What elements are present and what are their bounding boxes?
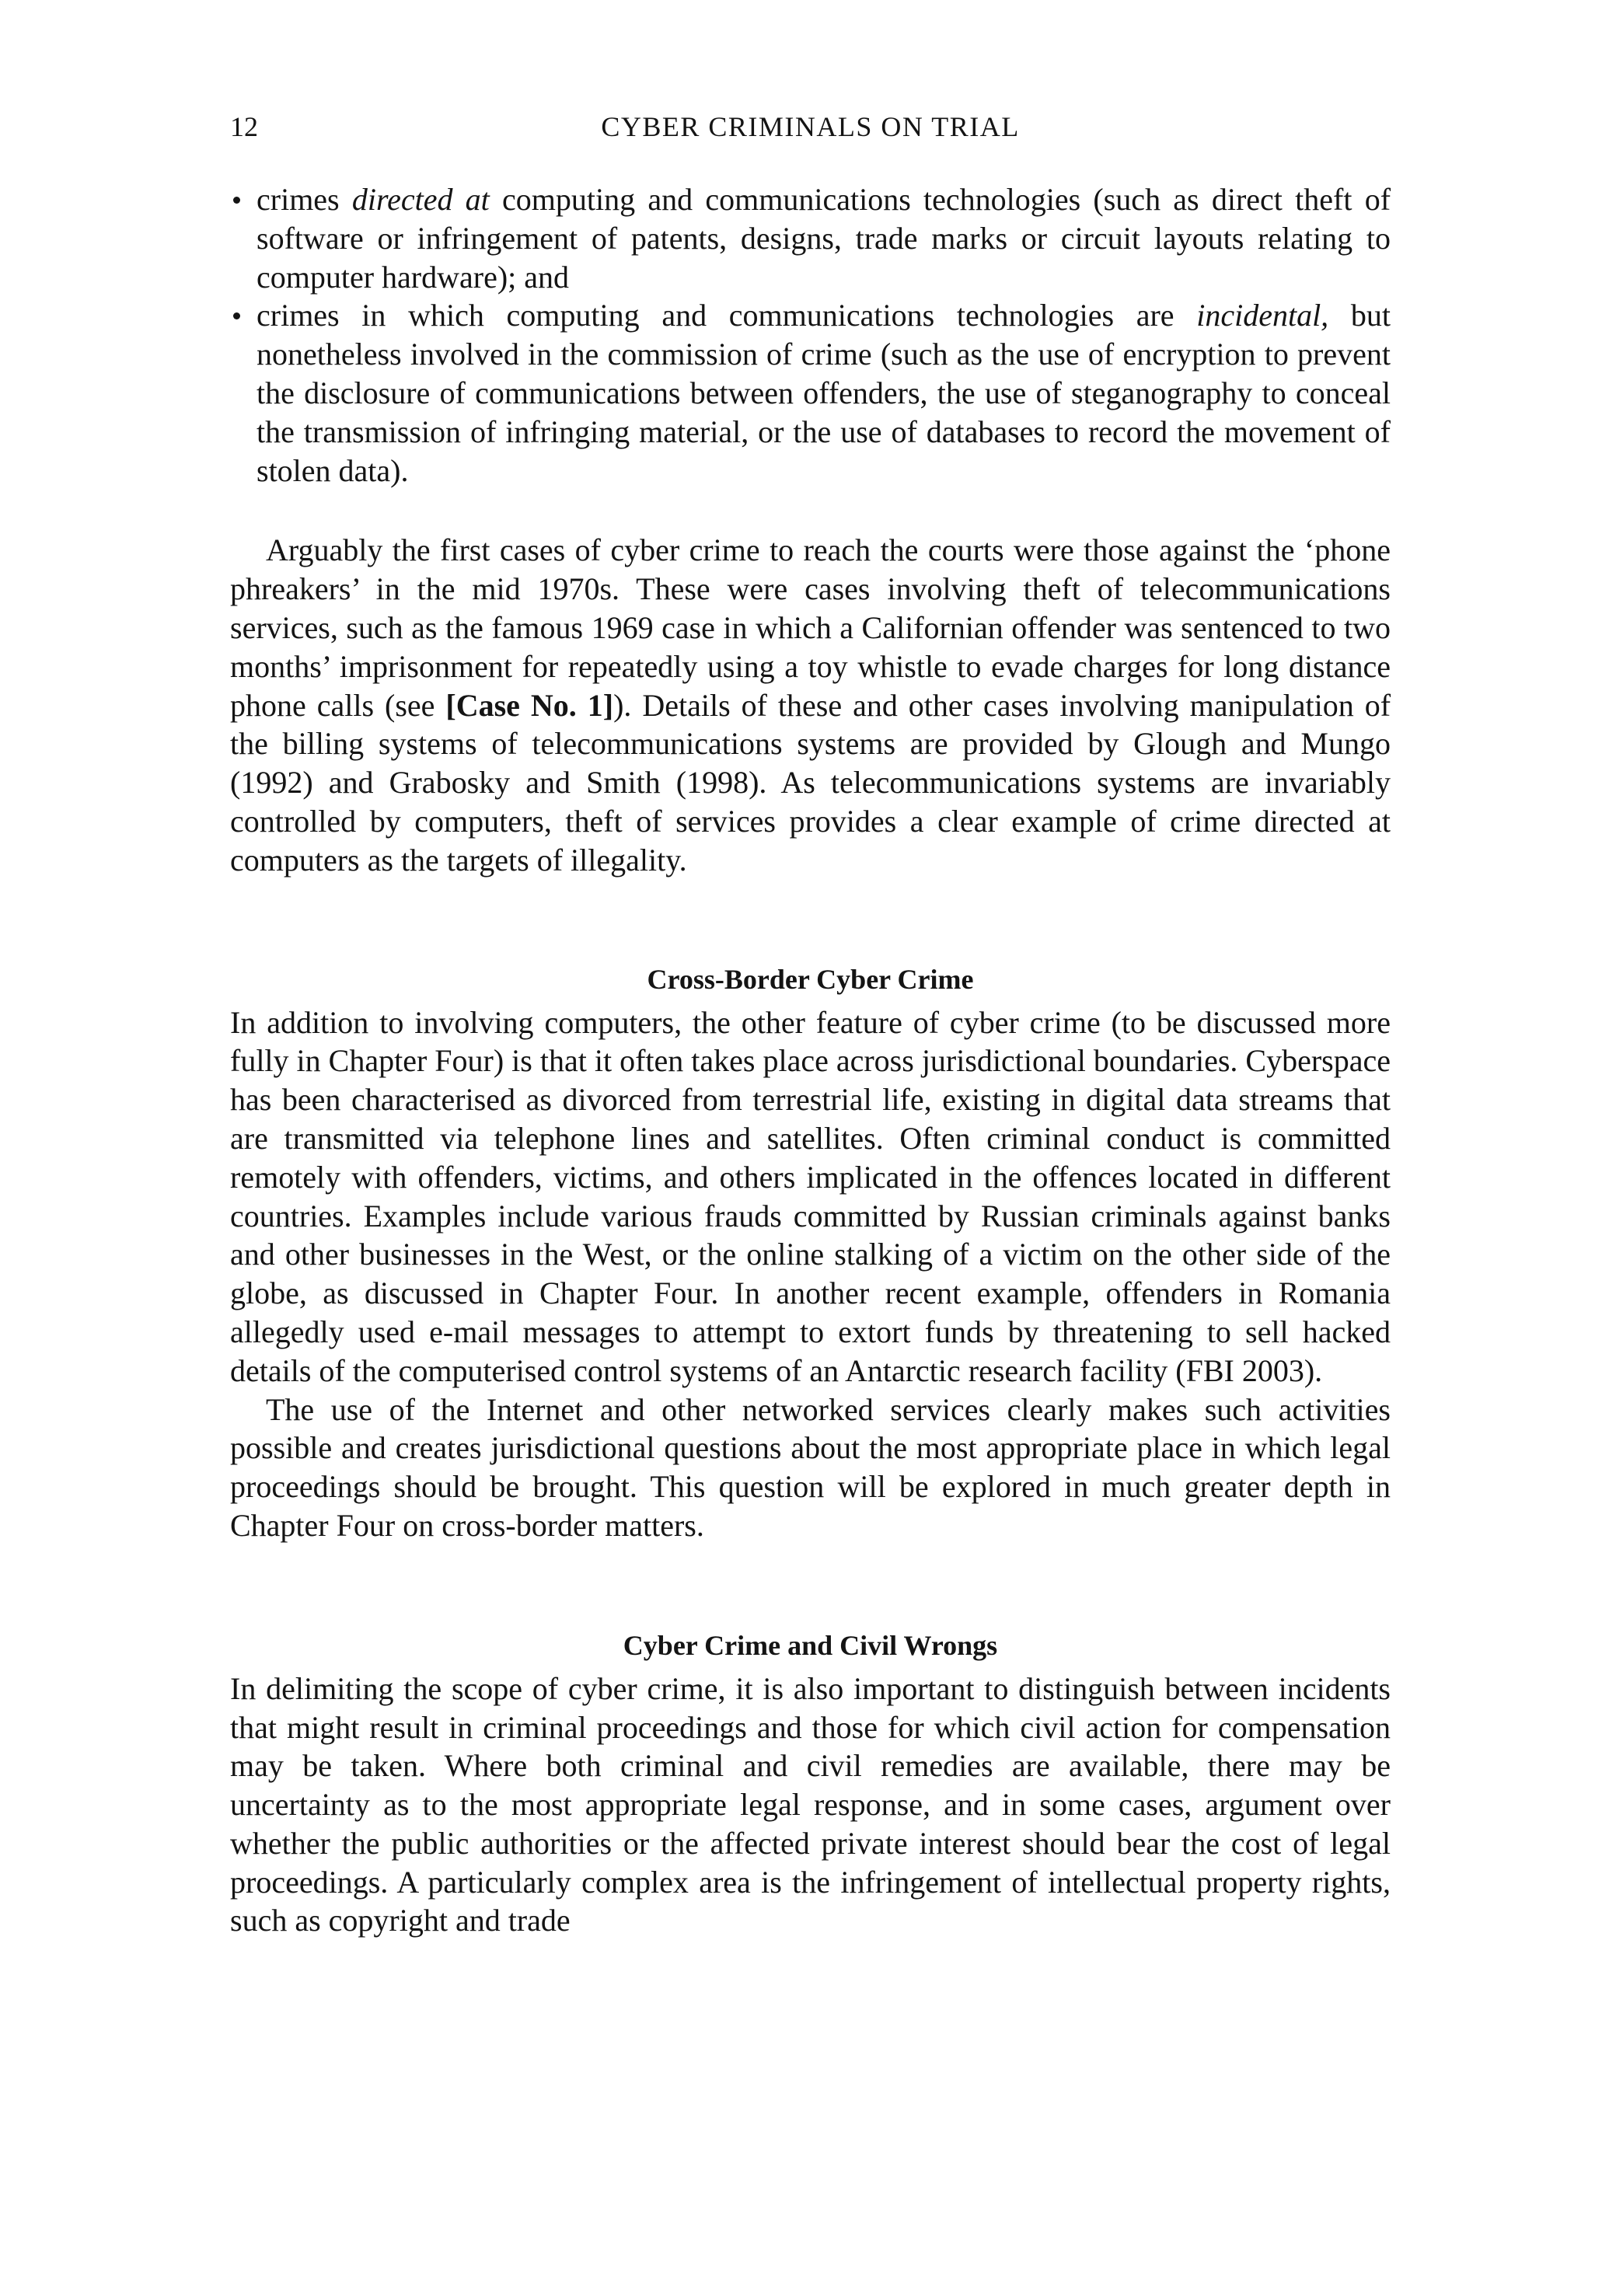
page-body	[230, 180, 1391, 1940]
page-number: 12	[230, 111, 258, 142]
emphasis: incidental,	[1196, 298, 1329, 333]
section-heading-civil-wrongs: Cyber Crime and Civil Wrongs	[623, 1629, 998, 1661]
list-item: crimes in which computing and communications technologies are incidental, but nonetheless involved in the commission of crime (such as the use of encryption to prevent the disclosure of communications between offenders, the use of steganography to conceal the transmission of infringing material, or the use of databases to record the movement of stolen data).	[230, 296, 1391, 490]
crime-types-list	[230, 180, 1391, 490]
emphasis: directed at	[351, 182, 490, 217]
case-reference: [Case No. 1]	[445, 687, 614, 723]
list-item: crimes directed at computing and communications technologies (such as direct theft of software or infringement of patents, designs, trade marks or circuit layouts relating to computer hardware); and	[230, 180, 1391, 296]
paragraph: In delimiting the scope of cyber crime, it is also important to distinguish between incidents that might result in criminal proceedings and those for which civil action for compensation may be taken. Where both criminal and civil remedies are available, there may be uncertainty as to the most appropriate legal response, and in some cases, argument over whether the public authorities or the affected private interest should bear the cost of legal proceedings. A particularly complex area is the infringement of intellectual property rights, such as copyright and trade	[230, 1670, 1391, 1938]
running-head	[230, 107, 1391, 146]
paragraph-phone-phreakers: Arguably the first cases of cyber crime to reach the courts were those against the ‘phone phreakers’ in the mid 1970s. These were cases involving theft of telecommunications services, such as the famous 1969 case in which a Californian offender was sentenced to two months’ imprisonment for repeatedly using a toy whistle to evade charges for long distance phone calls (see [Case No. 1]). Details of these and other cases involving manipulation of the billing systems of telecommunications systems are provided by Glough and Mungo (1992) and Grabosky and Smith (1998). As telecommunications systems are invariably controlled by computers, theft of services provides a clear example of crime directed at computers as the targets of illegality.	[230, 532, 1391, 878]
paragraph: The use of the Internet and other networked services clearly makes such activities possible and creates jurisdictional questions about the most appropriate place in which legal proceedings should be brought. This question will be explored in much greater depth in Chapter Four on cross-border matters.	[230, 1391, 1391, 1543]
paragraph: In addition to involving computers, the other feature of cyber crime (to be discussed more fully in Chapter Four) is that it often takes place across jurisdictional boundaries. Cyberspace has been characterised as divorced from terrestrial life, existing in digital data streams that are transmitted via telephone lines and satellites. Often criminal conduct is committed remotely with offenders, victims, and others implicated in the offences located in different countries. Examples include various frauds committed by Russian criminals against banks and other businesses in the West, or the online stalking of a victim on the other side of the globe, as discussed in Chapter Four. In another recent example, offenders in Romania allegedly used e-mail messages to attempt to extort funds by threatening to sell hacked details of the computerised control systems of an Antarctic research facility (FBI 2003).	[230, 1004, 1391, 1388]
section-heading-cross-border: Cross-Border Cyber Crime	[647, 963, 974, 995]
running-title: CYBER CRIMINALS ON TRIAL	[601, 111, 1020, 142]
